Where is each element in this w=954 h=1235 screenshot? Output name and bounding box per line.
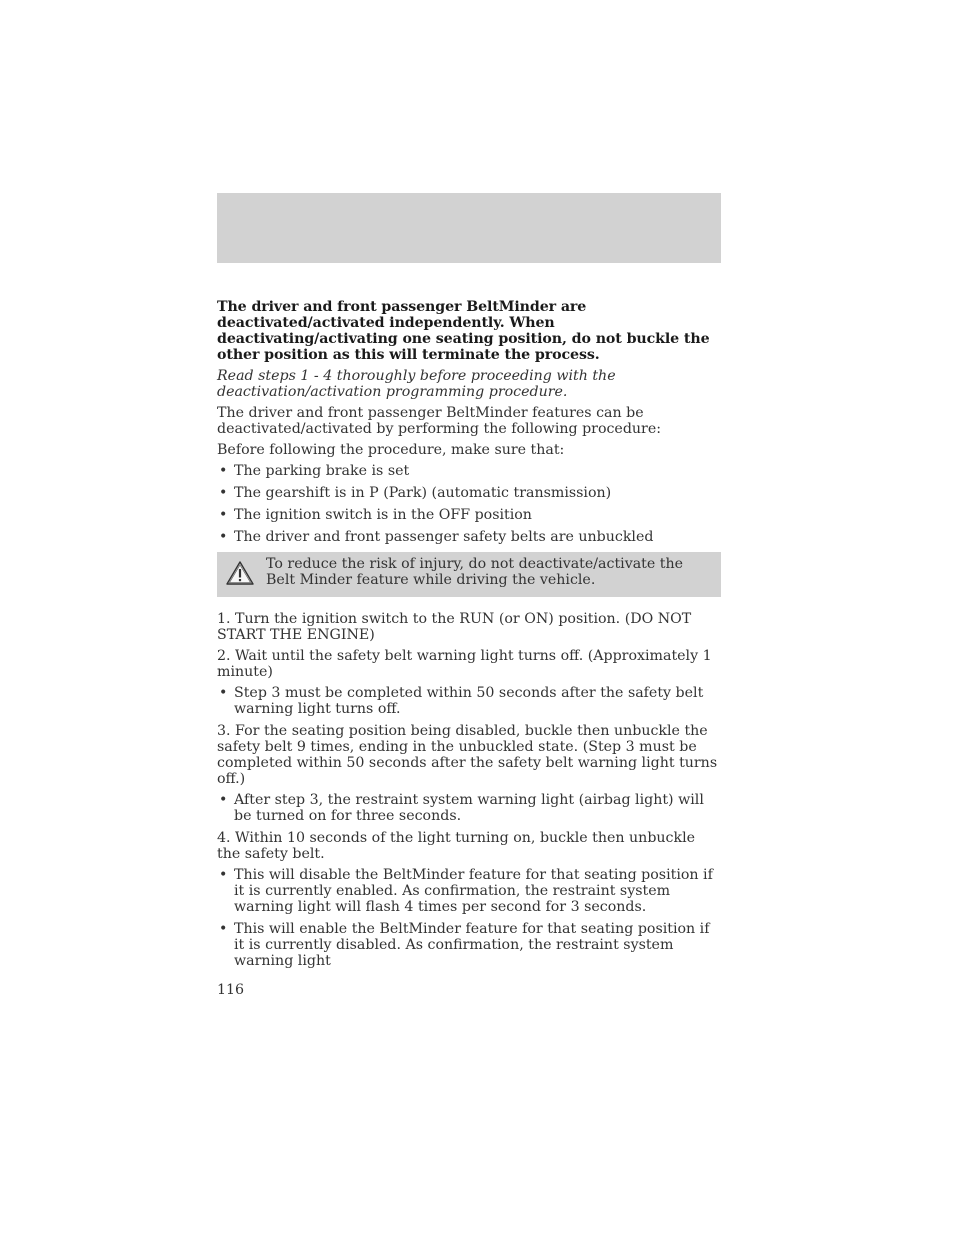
bullet-icon: • xyxy=(219,685,228,701)
section-header-band xyxy=(217,193,721,263)
list-item: • Step 3 must be completed within 50 seconds after the safety belt warning light turns off. xyxy=(219,685,704,717)
list-item: • This will enable the BeltMinder feature for that seating position if it is currently disabled. As confirmation, the restraint system warning light xyxy=(219,921,710,969)
intro-paragraph: The driver and front passenger BeltMinder features can be deactivated/activated by performing the following procedure: xyxy=(217,405,662,437)
step-3: 3. For the seating position being disabled, buckle then unbuckle the safety belt 9 times, ending in the unbuckled state. (Step 3 must be completed within 50 seconds after the safety belt warning light turns off.) xyxy=(217,723,718,787)
bold-notice: The driver and front passenger BeltMinder are deactivated/activated independently. When deactivating/activating one seating position, do not buckle the other position as this will terminate the process. xyxy=(217,299,710,363)
list-item: • The ignition switch is in the OFF position xyxy=(219,507,532,523)
step-3-notes xyxy=(217,792,721,824)
step-2: 2. Wait until the safety belt warning light turns off. (Approximately 1 minute) xyxy=(217,648,712,680)
step-4-notes xyxy=(217,867,721,969)
warning-text: To reduce the risk of injury, do not deactivate/activate the Belt Minder feature while driving the vehicle. xyxy=(266,556,684,588)
bullet-icon: • xyxy=(219,792,228,808)
bullet-icon: • xyxy=(219,463,228,479)
list-item: • This will disable the BeltMinder feature for that seating position if it is currently enabled. As confirmation, the restraint system warning light will flash 4 times per second for 3 seconds. xyxy=(219,867,713,915)
list-item: • The gearshift is in P (Park) (automatic transmission) xyxy=(219,485,612,501)
page-content xyxy=(217,299,721,975)
list-item: • The parking brake is set xyxy=(219,463,410,479)
bullet-icon: • xyxy=(219,507,228,523)
bullet-icon: • xyxy=(219,529,228,545)
warning-box xyxy=(217,552,721,597)
checklist xyxy=(217,463,721,545)
page-number: 116 xyxy=(217,982,245,998)
step-1: 1. Turn the ignition switch to the RUN (or ON) position. (DO NOT START THE ENGINE) xyxy=(217,611,692,643)
checklist-intro: Before following the procedure, make sure that: xyxy=(217,442,565,458)
list-item: • The driver and front passenger safety belts are unbuckled xyxy=(219,529,654,545)
step-4: 4. Within 10 seconds of the light turning on, buckle then unbuckle the safety belt. xyxy=(217,830,696,862)
warning-triangle-icon xyxy=(225,560,255,586)
step-2-notes xyxy=(217,685,721,717)
italic-note: Read steps 1 - 4 thoroughly before proceeding with the deactivation/activation programming procedure. xyxy=(217,368,616,400)
bullet-icon: • xyxy=(219,485,228,501)
bullet-icon: • xyxy=(219,921,228,937)
bullet-icon: • xyxy=(219,867,228,883)
list-item: • After step 3, the restraint system warning light (airbag light) will be turned on for three seconds. xyxy=(219,792,704,824)
